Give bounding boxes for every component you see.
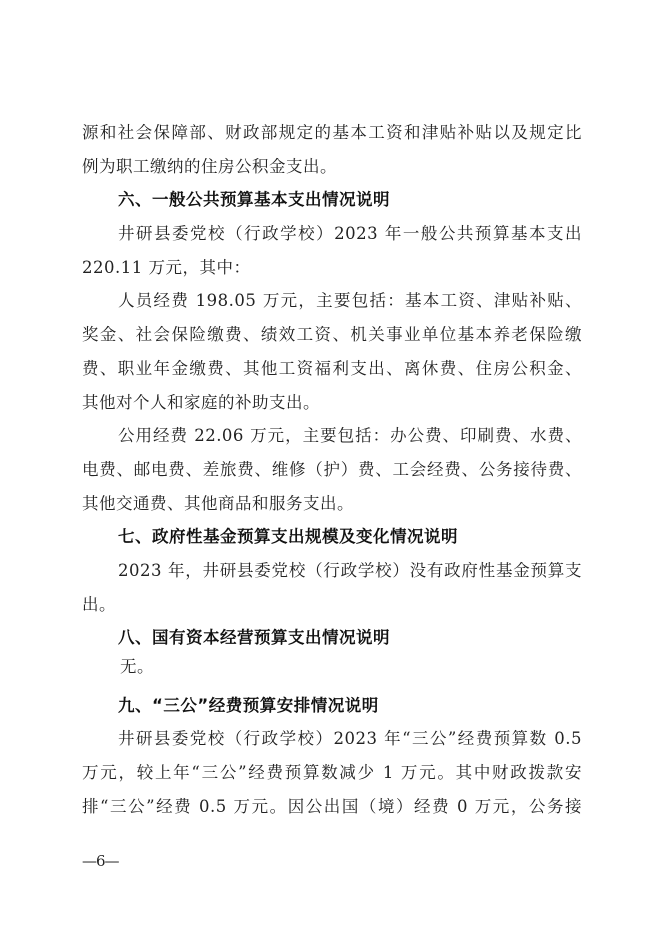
section-heading: 六、一般公共预算基本支出情况说明 — [118, 190, 390, 210]
section-heading: 八、国有资本经营预算支出情况说明 — [118, 628, 390, 648]
document-body — [82, 116, 582, 823]
paragraph-first-line: 2023 年，井研县委党校（行政学校）没有政府性基金预算支 — [118, 560, 582, 580]
paragraph-line: 排“三公”经费 0.5 万元。因公出国（境）经费 0 万元，公务接 — [82, 796, 582, 816]
paragraph-first-line: 井研县委党校（行政学校）2023 年“三公”经费预算数 0.5 — [118, 729, 582, 749]
paragraph-line: 例为职工缴纳的住房公积金支出。 — [82, 156, 337, 176]
paragraph-first-line: 人员经费 198.05 万元，主要包括：基本工资、津贴补贴、 — [118, 291, 582, 311]
section-heading: 九、“三公”经费预算安排情况说明 — [118, 695, 379, 715]
paragraph-line: 出。 — [82, 594, 116, 614]
paragraph-line: 奖金、社会保险缴费、绩效工资、机关事业单位基本养老保险缴 — [82, 325, 582, 345]
page-number: —6— — [82, 852, 119, 870]
paragraph-line: 万元，较上年“三公”经费预算数减少 1 万元。其中财政拨款安 — [82, 763, 582, 783]
paragraph-line: 220.11 万元，其中： — [82, 257, 251, 277]
paragraph-line: 其他对个人和家庭的补助支出。 — [82, 392, 320, 412]
section-heading: 七、政府性基金预算支出规模及变化情况说明 — [118, 527, 458, 547]
paragraph-line: 其他交通费、其他商品和服务支出。 — [82, 493, 354, 513]
paragraph-first-line: 井研县委党校（行政学校）2023 年一般公共预算基本支出 — [118, 224, 582, 244]
paragraph-line: 费、职业年金缴费、其他工资福利支出、离休费、住房公积金、 — [82, 358, 582, 378]
paragraph-first-line: 公用经费 22.06 万元，主要包括：办公费、印刷费、水费、 — [118, 426, 582, 446]
paragraph-line: 源和社会保障部、财政部规定的基本工资和津贴补贴以及规定比 — [82, 123, 582, 142]
paragraph-line: 电费、邮电费、差旅费、维修（护）费、工会经费、公务接待费、 — [82, 459, 582, 479]
paragraph-line: 无。 — [120, 657, 154, 676]
